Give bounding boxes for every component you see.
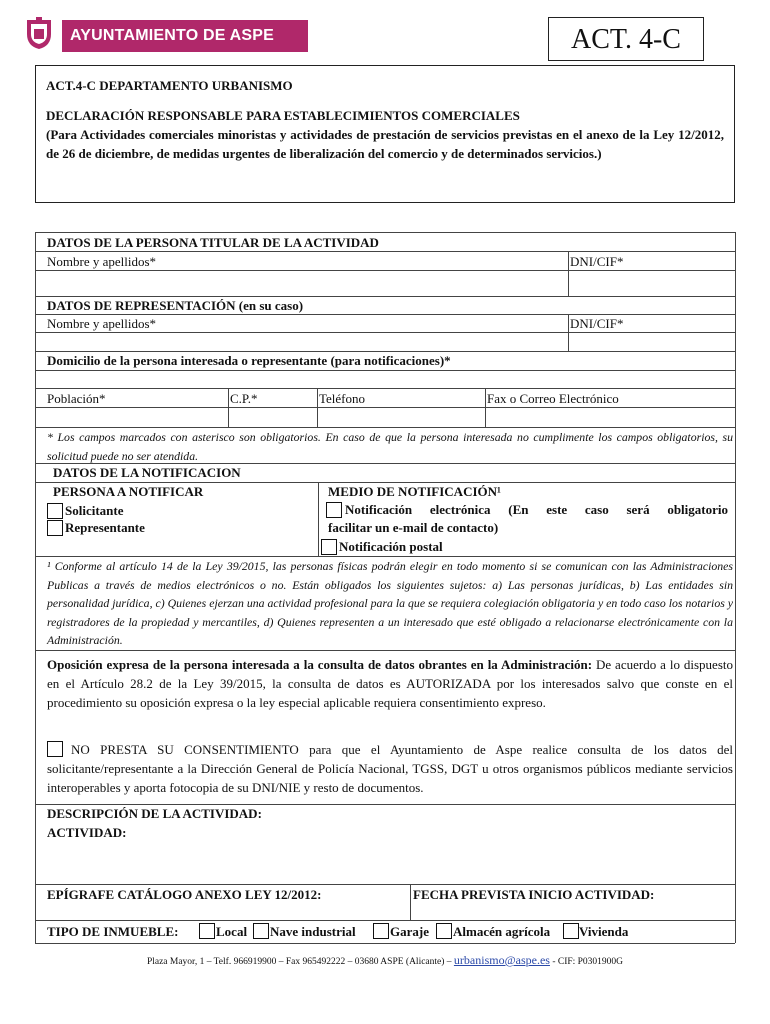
tipo-nave-checkbox[interactable]	[253, 923, 269, 939]
representante-checkbox[interactable]	[47, 520, 63, 536]
oposicion-lead: Oposición expresa de la persona interesada a la consulta de datos obrantes en la Administración:	[47, 657, 593, 672]
tipo-local-label: Local	[216, 924, 248, 939]
notificacion-electronica-label-cont: facilitar un e-mail de contacto)	[328, 520, 499, 535]
footer-email-link[interactable]: urbanismo@aspe.es	[453, 953, 550, 967]
actividad-label: ACTIVIDAD:	[47, 825, 127, 840]
notificacion-electronica-checkbox[interactable]	[326, 502, 342, 518]
oposicion-text: De acuerdo a lo dispuesto en el Artículo 28.2 de la Ley 39/2015, la consulta de datos es AUTORIZADA por los interesados salvo que conste en el procedimiento su oposición expresa o la ley especial aplicable requiera consentimiento expreso.	[47, 657, 733, 710]
tipo-almacen-label: Almacén agrícola	[453, 924, 551, 939]
actividad-section-title: DESCRIPCIÓN DE LA ACTIVIDAD:	[47, 806, 262, 821]
medio-notificacion-header: MEDIO DE NOTIFICACIÓN¹	[328, 484, 501, 499]
solicitante-label: Solicitante	[65, 503, 124, 518]
fax-email-label: Fax o Correo Electrónico	[487, 391, 619, 406]
notificacion-section-title: DATOS DE LA NOTIFICACION	[53, 465, 241, 480]
tipo-local-checkbox[interactable]	[199, 923, 215, 939]
oposicion-paragraph	[47, 655, 733, 712]
form-subtitle: (Para Actividades comerciales minoristas y actividades de prestación de servicios previstas en el anexo de la Ley 12/2012, de 26 de diciembre, de medidas urgentes de liberalización del comercio y de determinados servicios.)	[46, 127, 724, 161]
notificacion-electronica-label: Notificación electrónica (En este caso será obligatorio	[345, 502, 728, 517]
form-header-box	[35, 65, 735, 203]
form-title: DECLARACIÓN RESPONSABLE PARA ESTABLECIMIENTOS COMERCIALES	[46, 108, 520, 123]
representante-label: Representante	[65, 520, 145, 535]
tipo-garaje-checkbox[interactable]	[373, 923, 389, 939]
form-code-box: ACT. 4-C	[548, 17, 704, 61]
notificacion-postal-label: Notificación postal	[339, 539, 443, 554]
notificacion-postal-checkbox[interactable]	[321, 539, 337, 555]
tipo-inmueble-label: TIPO DE INMUEBLE:	[47, 924, 179, 939]
notificacion-footnote: ¹ Conforme al artículo 14 de la Ley 39/2015, las personas físicas podrán elegir en todo momento si se comunican con las Administraciones Publicas a través de medios electrónicos o no. Están obligados los siguientes sujetos: a) Las personas jurídicas, b) Las entidades sin personalidad jurídica, c) Quienes ejerzan una actividad profesional para la que se requiera colegiación obligatoria y en todo caso los notarios y registradores de la propiedad y mercantiles, d) Quienes representen a un interesado que esté obligado a relacionarse electrónicamente con la Administración.	[47, 559, 733, 647]
representante-name-label: Nombre y apellidos*	[47, 316, 157, 331]
tipo-vivienda-checkbox[interactable]	[563, 923, 579, 939]
telefono-label: Teléfono	[319, 391, 366, 406]
representante-dni-label: DNI/CIF*	[570, 316, 624, 331]
no-consent-text: NO PRESTA SU CONSENTIMIENTO para que el Ayuntamiento de Aspe realice consulta de los datos del solicitante/representante a la Dirección General de Policía Nacional, TGSS, DGT u otros organismos públicos mediante servicios interoperables y aporta fotocopia de su DNI/NIE y resto de documentos.	[47, 742, 733, 795]
solicitante-checkbox[interactable]	[47, 503, 63, 519]
cp-label: C.P.*	[230, 391, 258, 406]
footer-address: Plaza Mayor, 1 – Telf. 966919900 – Fax 965492222 – 03680 ASPE (Alicante) –	[146, 957, 452, 967]
coat-of-arms-logo	[22, 16, 56, 50]
footer-cif: - CIF: P0301900G	[552, 957, 624, 967]
titular-section-title: DATOS DE LA PERSONA TITULAR DE LA ACTIVIDAD	[47, 235, 379, 250]
poblacion-label: Población*	[47, 391, 106, 406]
domicilio-label: Domicilio de la persona interesada o representante (para notificaciones)*	[47, 353, 451, 368]
titular-name-label: Nombre y apellidos*	[47, 254, 157, 269]
persona-notificar-header: PERSONA A NOTIFICAR	[53, 484, 204, 499]
department-title: ACT.4-C DEPARTAMENTO URBANISMO	[46, 78, 293, 93]
page-footer	[0, 953, 770, 968]
tipo-nave-label: Nave industrial	[270, 924, 356, 939]
tipo-garaje-label: Garaje	[390, 924, 429, 939]
tipo-almacen-checkbox[interactable]	[436, 923, 452, 939]
org-banner: AYUNTAMIENTO DE ASPE	[62, 20, 308, 52]
titular-dni-label: DNI/CIF*	[570, 254, 624, 269]
representacion-section-title: DATOS DE REPRESENTACIÓN (en su caso)	[47, 298, 304, 313]
tipo-vivienda-label: Vivienda	[579, 924, 629, 939]
required-fields-note: * Los campos marcados con asterisco son obligatorios. En caso de que la persona interesada no cumplimente los campos obligatorios, su solicitud puede no ser atendida.	[47, 430, 733, 463]
epigrafe-label: EPÍGRAFE CATÁLOGO ANEXO LEY 12/2012:	[47, 887, 322, 902]
fecha-inicio-label: FECHA PREVISTA INICIO ACTIVIDAD:	[413, 887, 655, 902]
